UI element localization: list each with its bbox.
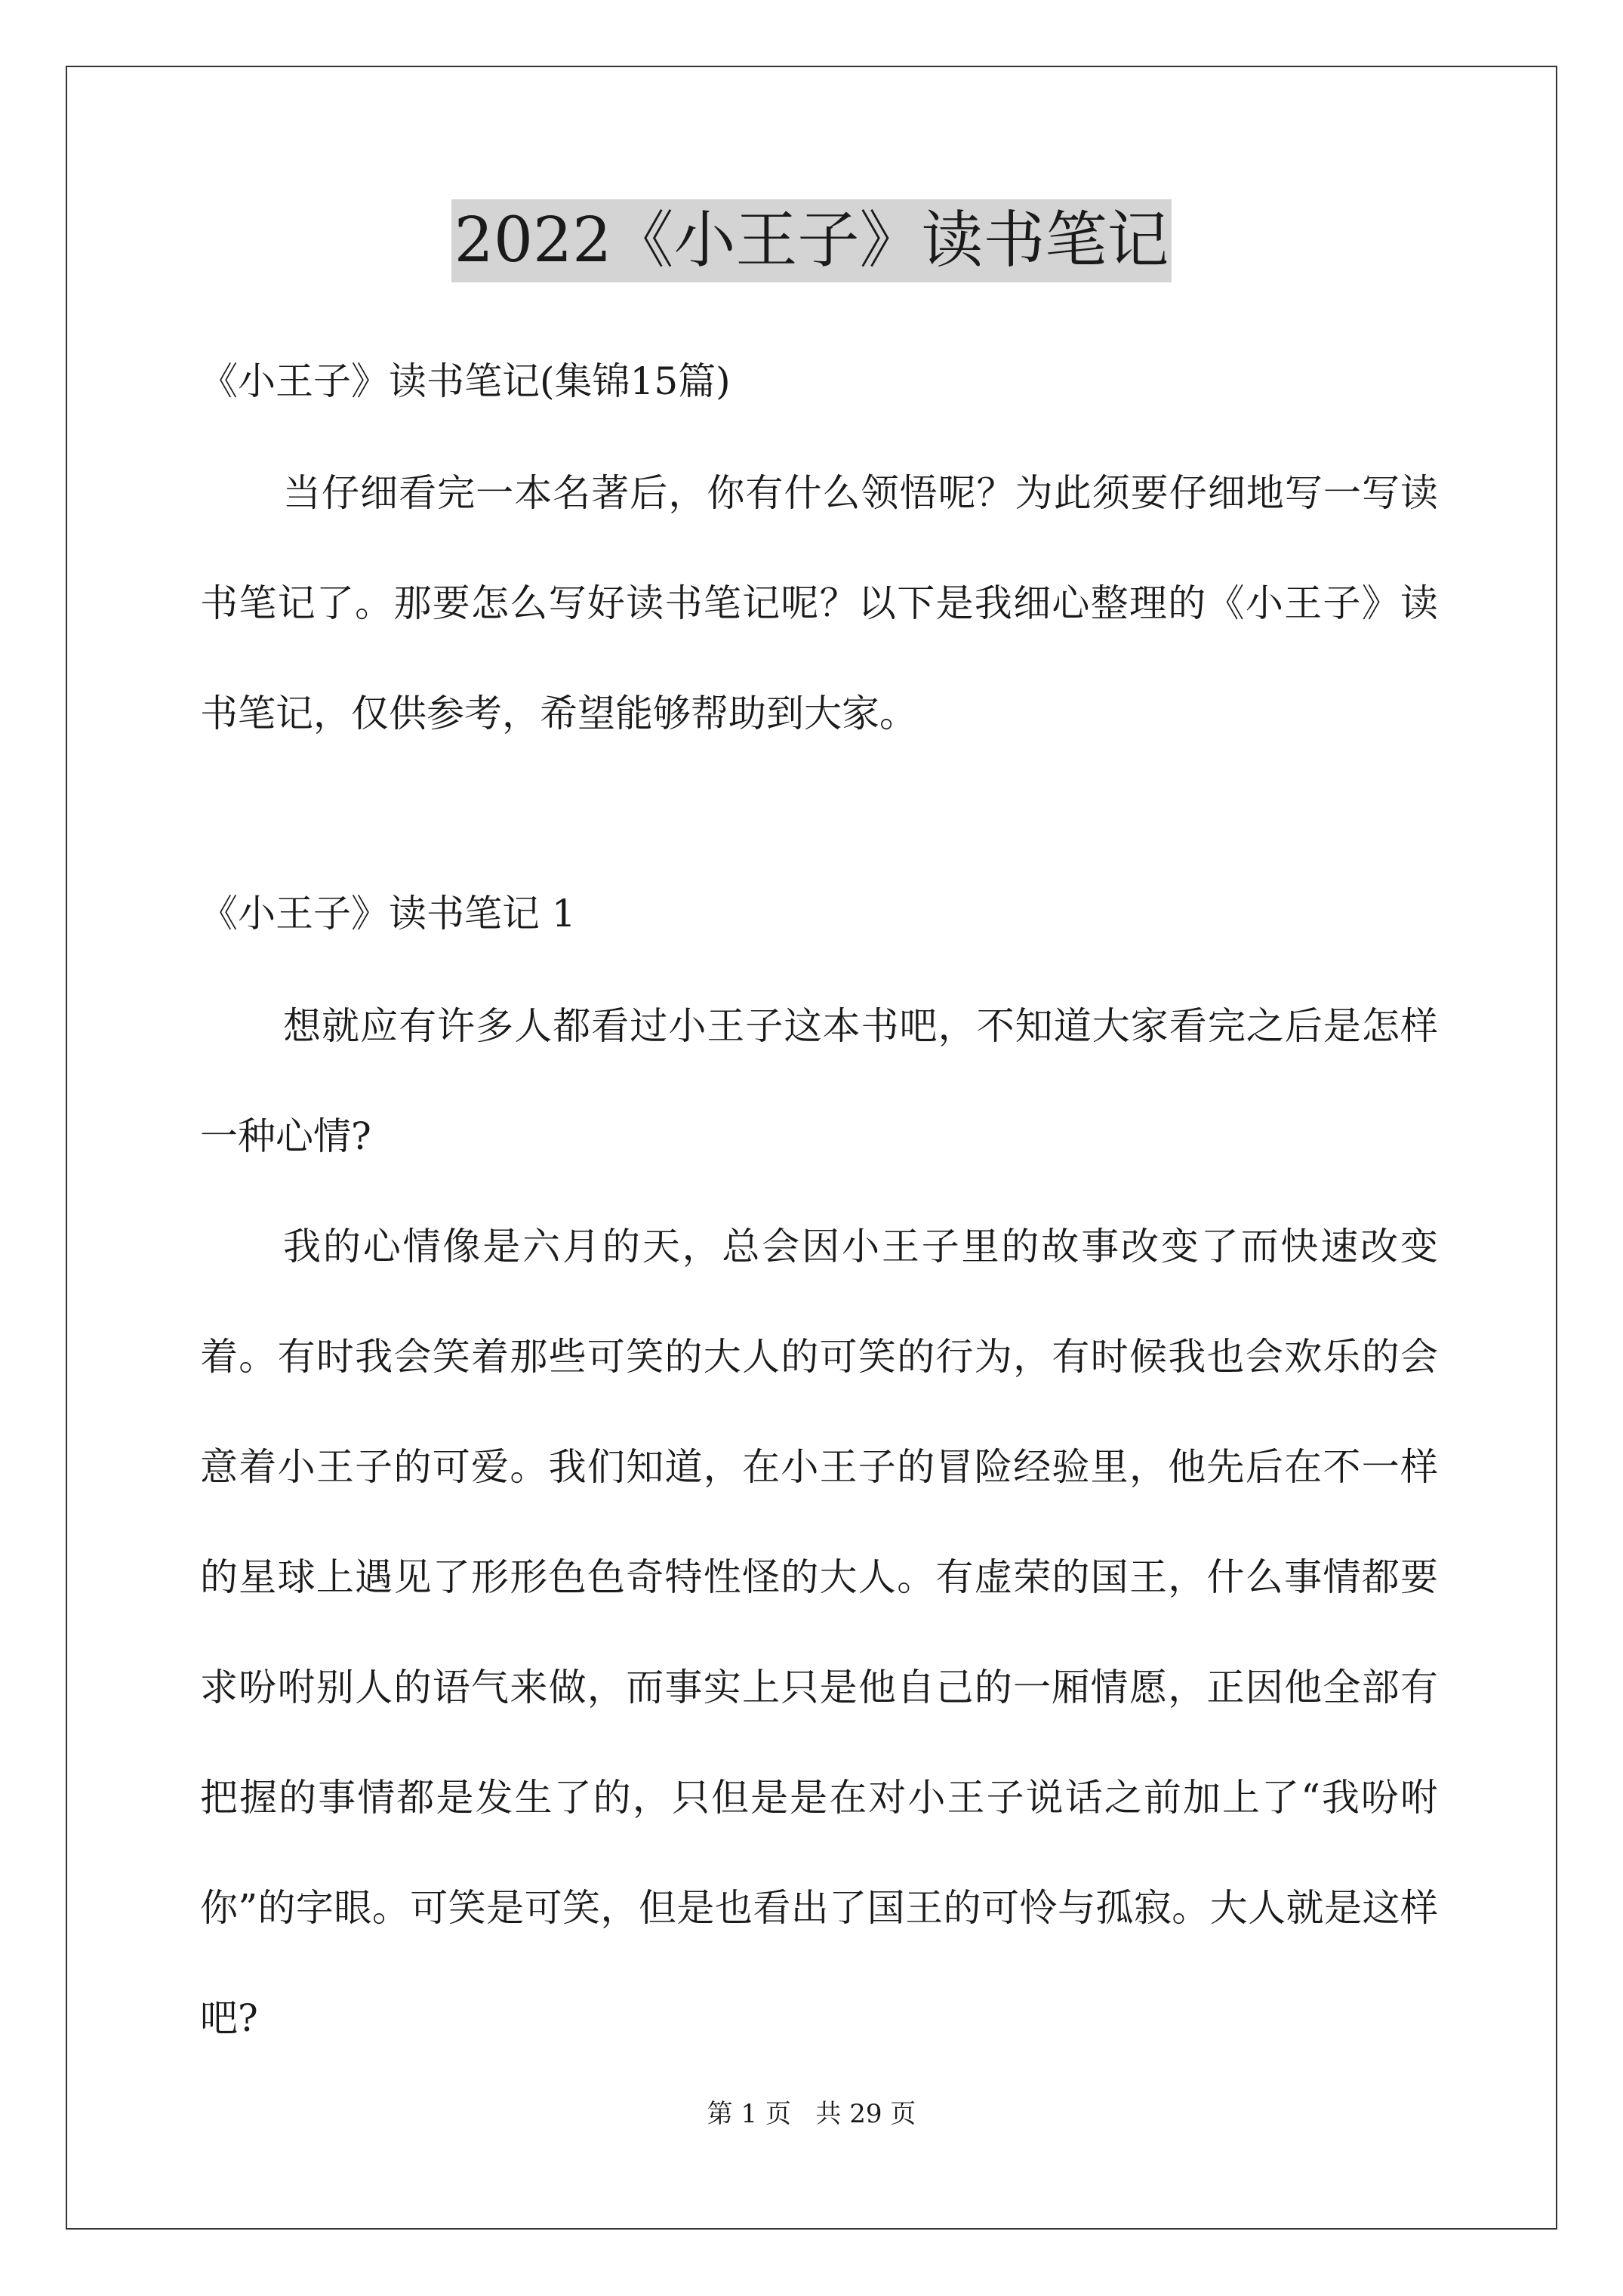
document-title: 2022《小王子》读书笔记 bbox=[451, 199, 1172, 282]
body-paragraph: 想就应有许多人都看过小王子这本书吧，不知道大家看完之后是怎样一种心情? bbox=[200, 1004, 1438, 1158]
document-subtitle: 《小王子》读书笔记(集锦15篇) bbox=[200, 359, 731, 403]
page-number-footer: 第 1 页 共 29 页 bbox=[707, 2099, 916, 2129]
document-title-row bbox=[0, 199, 1623, 282]
section-heading: 《小王子》读书笔记 1 bbox=[200, 892, 576, 935]
body-paragraph: 我的心情像是六月的天，总会因小王子里的故事改变了而快速改变着。有时我会笑着那些可笑的大人的可笑的行为，有时候我也会欢乐的会意着小王子的可爱。我们知道，在小王子的冒险经验里，他先后在不一样的星球上遇见了形形色色奇特性怪的大人。有虚荣的国王，什么事情都要求吩咐别人的语气来做，而事实上只是他自己的一厢情愿，正因他全部有把握的事情都是发生了的，只但是是在对小王子说话之前加上了“我吩咐你”的字眼。可笑是可笑，但是也看出了国王的可怜与孤寂。大人就是这样吧? bbox=[200, 1225, 1438, 2040]
intro-paragraph: 当仔细看完一本名著后，你有什么领悟呢？为此须要仔细地写一写读书笔记了。那要怎么写好读书笔记呢？以下是我细心整理的《小王子》读书笔记，仅供参考，希望能够帮助到大家。 bbox=[200, 471, 1438, 735]
